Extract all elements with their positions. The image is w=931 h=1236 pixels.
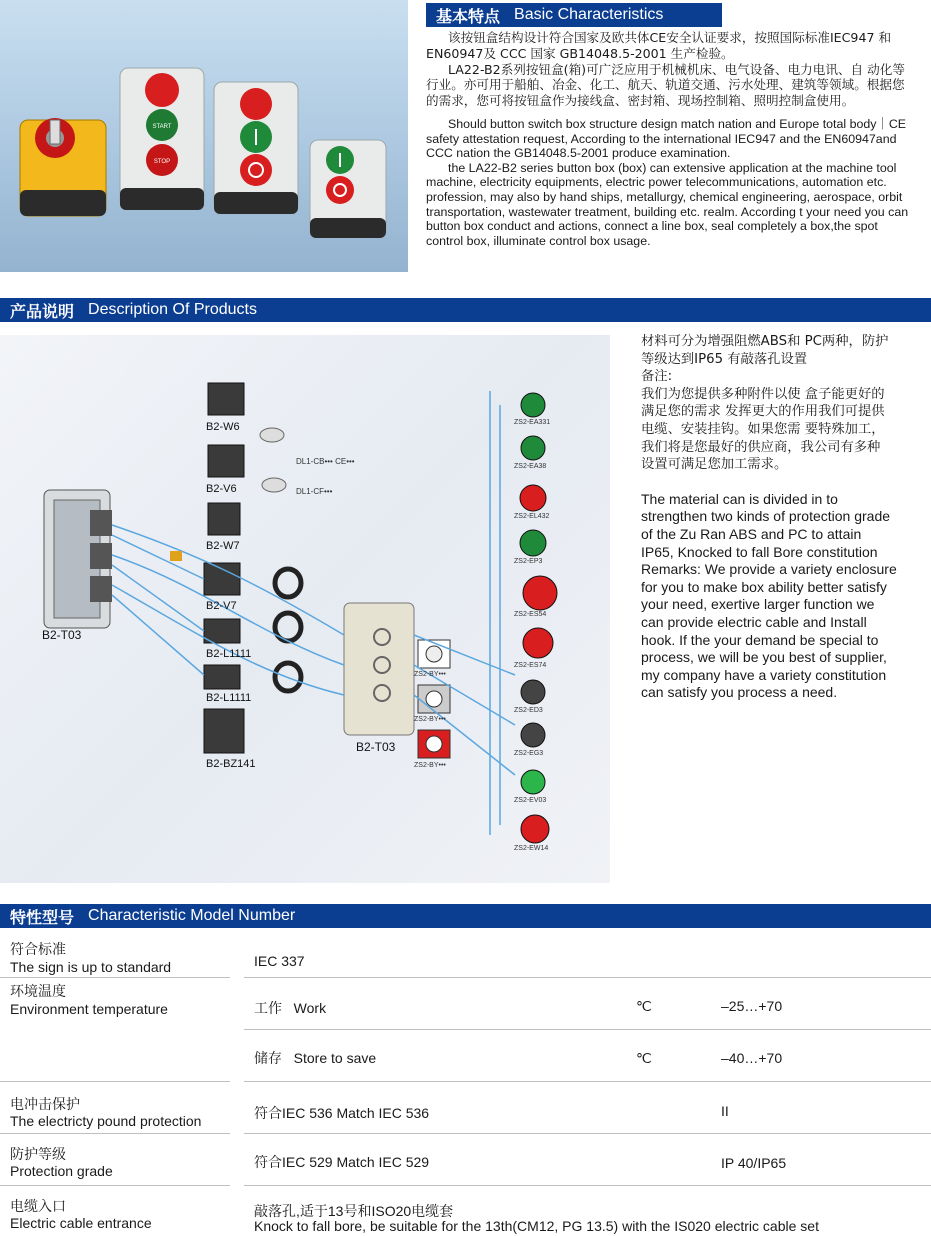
head-label: ZS2-EV03 [514,797,547,804]
row-label-zh: 电缆入口 [10,1198,66,1214]
row-value: IEC 337 [254,953,305,969]
row-label-zh: 符合标准 [10,941,66,957]
basic-para-4: the LA22-B2 series button box (box) can extensive application at the machine tool machine, electricity equipments, electric power telecommunications, automation etc. profession, may also by hand ships, metallurgy, chemical engineering, aerospace, orbit transportation, wastewater treatment, building etc. realm. According t your need you can button box conduct and actions, connect a line box, seal completely a box,the spot control box, illuminate control box usage. [426,160,909,248]
temp-work-unit: ℃ [636,998,652,1014]
model-banner [0,904,931,928]
description-remark: 我们为您提供多种附件以使 盒子能更好的满足您的需求 发挥更大的作用我们可提供 电缆、安装挂钩。如果您需 要特殊加工，我们将是您最好的供应商，我公司有多种 设置可满足您加工需求。 [641,386,885,473]
row-value-en: Knock to fall bore, be suitable for the 13th(CM12, PG 13.5) with the IS020 electric cable set [254,1218,819,1234]
row-label-en: Protection grade [10,1163,113,1179]
divider [244,977,931,978]
divider [244,1081,931,1082]
temp-store-unit: ℃ [636,1050,652,1066]
description-en: The material can is divided in to strengthen two kinds of protection grade of the Zu Ran ABS and PC to attain IP65, Knocked to fall Bore constitution Remarks: We provide a variety enclosure for you to make box ability better satisfy your need, exertive larger function we can provide electric cable and Install hook. If the your demand be special to process, we will be you best of supplier, my company have a variety constitution can satisfy you process a need. [641,490,897,701]
plate-label: ZS2-BY••• [414,762,446,769]
terminal-label: DL1-CF••• [296,487,333,496]
head-label: ZS2-EP3 [514,558,543,565]
divider [244,1029,931,1030]
plate-label: ZS2-BY••• [414,671,446,678]
contact-label: B2-BZ141 [206,758,256,770]
row-value: 符合IEC 529 Match IEC 529 [254,1154,430,1170]
contact-label: B2-W7 [206,540,240,552]
banner-title-zh: 基本特点 [436,6,501,26]
contact-label: B2-V7 [206,600,237,612]
row-label-zh: 防护等级 [10,1146,66,1162]
temp-work-label: 工作 Work [254,1000,327,1016]
description-remark-title: 备注: [641,369,673,385]
box-center-label: B2-T03 [356,740,396,754]
banner-title-en: Description Of Products [88,301,257,318]
contact-label: B2-L1111 [206,648,252,660]
head-label: ZS2-ED3 [514,707,543,714]
basic-characteristics-text [426,30,916,248]
row-label-en: The sign is up to standard [10,959,172,975]
button-boxes-illustration [0,0,408,272]
banner-title-zh: 产品说明 [10,301,75,321]
head-label: ZS2-EL432 [514,513,550,520]
description-banner [0,298,931,322]
row-label-en: Environment temperature [10,1001,168,1017]
box-left-label: B2-T03 [42,628,82,642]
head-label: ZS2-EA331 [514,419,551,426]
basic-para-3: Should button switch box structure design match nation and Europe total body｜CE safety attestation request, According to the international IEC947 and the EN60947and CCC nation the GB14048.5-2001 produce examination. [426,116,907,161]
stop-label: STOP [153,159,171,165]
exploded-diagram [0,335,610,883]
row-extra: II [721,1103,729,1119]
contact-label: B2-L1111 [206,692,252,704]
contact-label: B2-V6 [206,483,237,495]
banner-title-en: Basic Characteristics [514,6,664,23]
row-label-en: The electricty pound protection [10,1113,202,1129]
divider [0,977,230,978]
description-zh: 材料可分为增强阻燃ABS和 PC两种，防护等级达到IP65 有敲落孔设置 [641,334,889,367]
description-text [641,333,897,702]
divider [244,1185,931,1186]
temp-store-range: –40…+70 [721,1050,783,1066]
divider [0,1185,230,1186]
row-value: 符合IEC 536 Match IEC 536 [254,1105,430,1121]
temp-store-label: 储存 Store to save [254,1050,377,1066]
head-label: ZS2-ES74 [514,662,547,669]
plate-label: ZS2-BY••• [414,716,446,723]
contact-label: B2-W6 [206,421,240,433]
start-label: START [152,124,172,130]
head-label: ZS2-ES54 [514,611,547,618]
row-extra: IP 40/IP65 [721,1155,787,1171]
banner-title-en: Characteristic Model Number [88,907,296,924]
basic-para-2: LA22-B2系列按钮盒(箱)可广泛应用于机械机床、电气设备、电力电讯、自 动化等行业。亦可用于船舶、冶金、化工、航天、轨道交通、污水处理、建筑等领域。根据您的需求，您可将按钮盒作为接线盒、密封箱、现场控制箱、照明控制盒使用。 [426,61,905,109]
head-label: ZS2-EW14 [514,845,549,852]
row-value-zh: 敲落孔,适于13号和ISO20电缆套 [254,1203,454,1219]
row-label-zh: 电冲击保护 [10,1096,80,1112]
basic-para-1: 该按钮盒结构设计符合国家及欧共体CE安全认证要求，按照国际标准IEC947 和 EN60947及 CCC 国家 GB14048.5-2001 生产检验。 [426,30,892,61]
temp-work-range: –25…+70 [721,998,783,1014]
product-photo [0,0,408,272]
divider [0,1081,230,1082]
head-label: ZS2-EG3 [514,750,544,757]
terminal-label: DL1-CB••• CE••• [296,457,355,466]
basic-characteristics-banner [426,3,722,27]
head-label: ZS2-EA38 [514,463,547,470]
banner-title-zh: 特性型号 [10,907,75,927]
divider [0,1133,230,1134]
row-label-zh: 环境温度 [10,983,66,999]
row-label-en: Electric cable entrance [10,1215,152,1231]
divider [244,1133,931,1134]
